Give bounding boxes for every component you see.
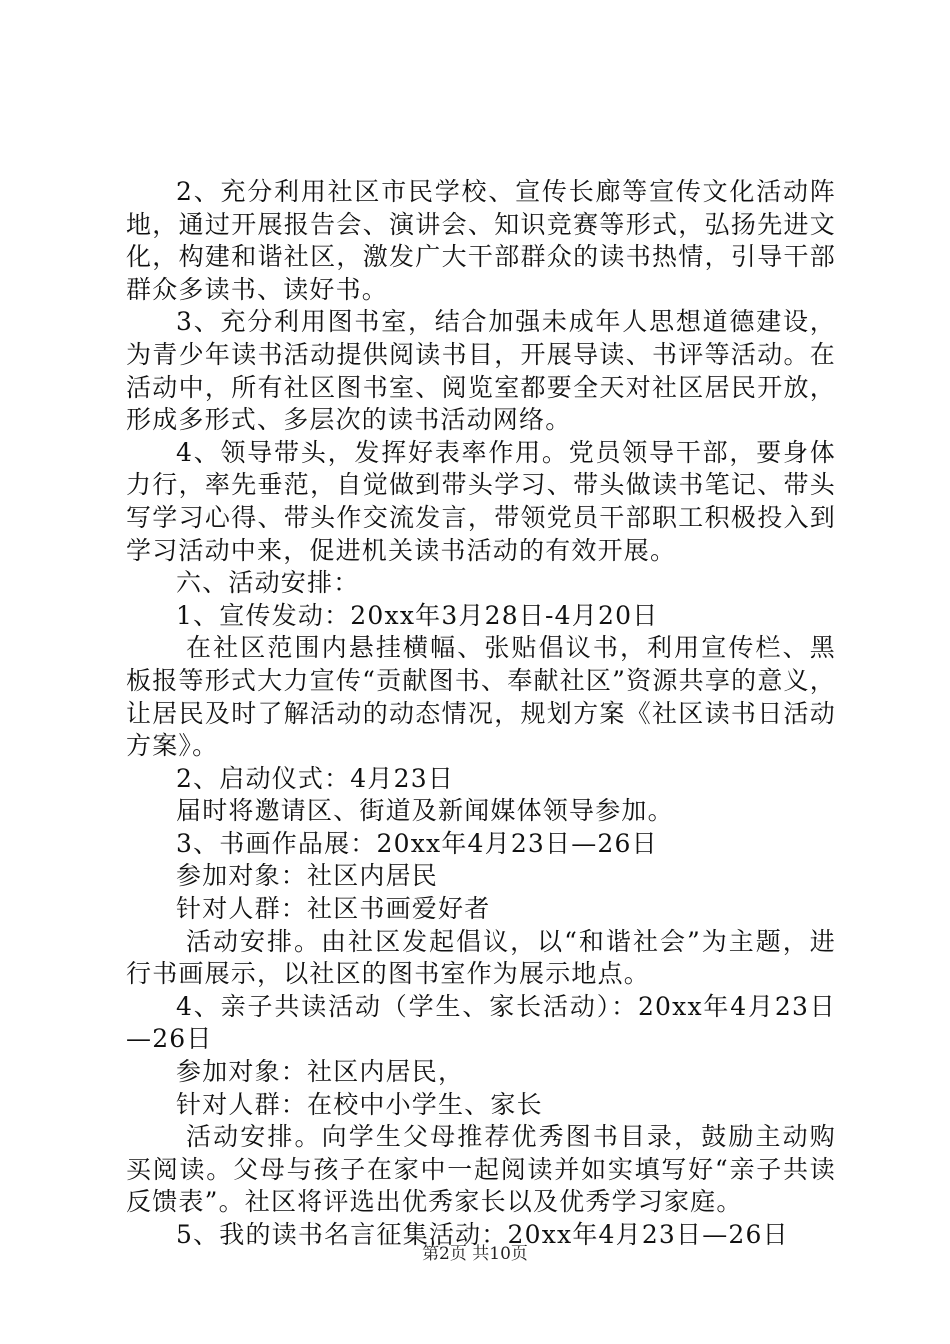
page-footer bbox=[0, 1243, 950, 1265]
paragraph-community-school: 2、充分利用社区市民学校、宣传长廊等宣传文化活动阵地，通过开展报告会、演讲会、知识竞赛等形式，弘扬先进文化，构建和谐社区，激发广大干部群众的读书热情，引导干部群众多读书、读好书。 bbox=[126, 177, 836, 304]
parent-child-participants: 参加对象：社区内居民， bbox=[176, 1057, 465, 1087]
exhibition-audience: 针对人群：社区书画爱好者 bbox=[176, 894, 491, 924]
section-heading-schedule: 六、活动安排： bbox=[176, 568, 360, 598]
parent-child-arrangement: 活动安排。向学生父母推荐优秀图书目录，鼓励主动购买阅读。父母与孩子在家中一起阅读并如实填写好“亲子共读反馈表”。社区将评选出优秀家长以及优秀学习家庭。 bbox=[126, 1122, 836, 1217]
schedule-item-exhibition: 3、书画作品展：20xx年4月23日—26日 bbox=[176, 828, 658, 858]
schedule-item-launch: 2、启动仪式：4月23日 bbox=[176, 763, 455, 793]
document-body bbox=[126, 176, 836, 1252]
paragraph-library: 3、充分利用图书室，结合加强未成年人思想道德建设，为青少年读书活动提供阅读书目，开展导读、书评等活动。在活动中，所有社区图书室、阅览室都要全天对社区居民开放，形成多形式、多层次的读书活动网络。 bbox=[126, 307, 836, 435]
parent-child-audience: 针对人群：在校中小学生、家长 bbox=[176, 1089, 543, 1119]
paragraph-launch-detail: 届时将邀请区、街道及新闻媒体领导参加。 bbox=[176, 796, 674, 826]
paragraph-leadership: 4、领导带头，发挥好表率作用。党员领导干部，要身体力行，率先垂范，自觉做到带头学习、带头做读书笔记、带头写学习心得、带头作交流发言，带领党员干部职工积极投入到学习活动中来，促进机关读书活动的有效开展。 bbox=[126, 437, 836, 565]
schedule-item-parent-child: 4、亲子共读活动（学生、家长活动）：20xx年4月23日—26日 bbox=[126, 991, 836, 1054]
exhibition-arrangement: 活动安排。由社区发起倡议，以“和谐社会”为主题，进行书画展示，以社区的图书室作为展示地点。 bbox=[126, 926, 836, 989]
schedule-item-quotes: 5、我的读书名言征集活动：20xx年4月23日—26日 bbox=[176, 1220, 789, 1249]
schedule-item-publicity: 1、宣传发动：20xx年3月28日-4月20日 bbox=[176, 600, 659, 630]
paragraph-publicity-detail: 在社区范围内悬挂横幅、张贴倡议书，利用宣传栏、黑板报等形式大力宣传“贡献图书、奉献社区”资源共享的意义，让居民及时了解活动的动态情况，规划方案《社区读书日活动方案》。 bbox=[126, 633, 836, 761]
exhibition-participants: 参加对象：社区内居民 bbox=[176, 861, 439, 891]
page-number-label: 第2页 共10页 bbox=[422, 1244, 528, 1264]
